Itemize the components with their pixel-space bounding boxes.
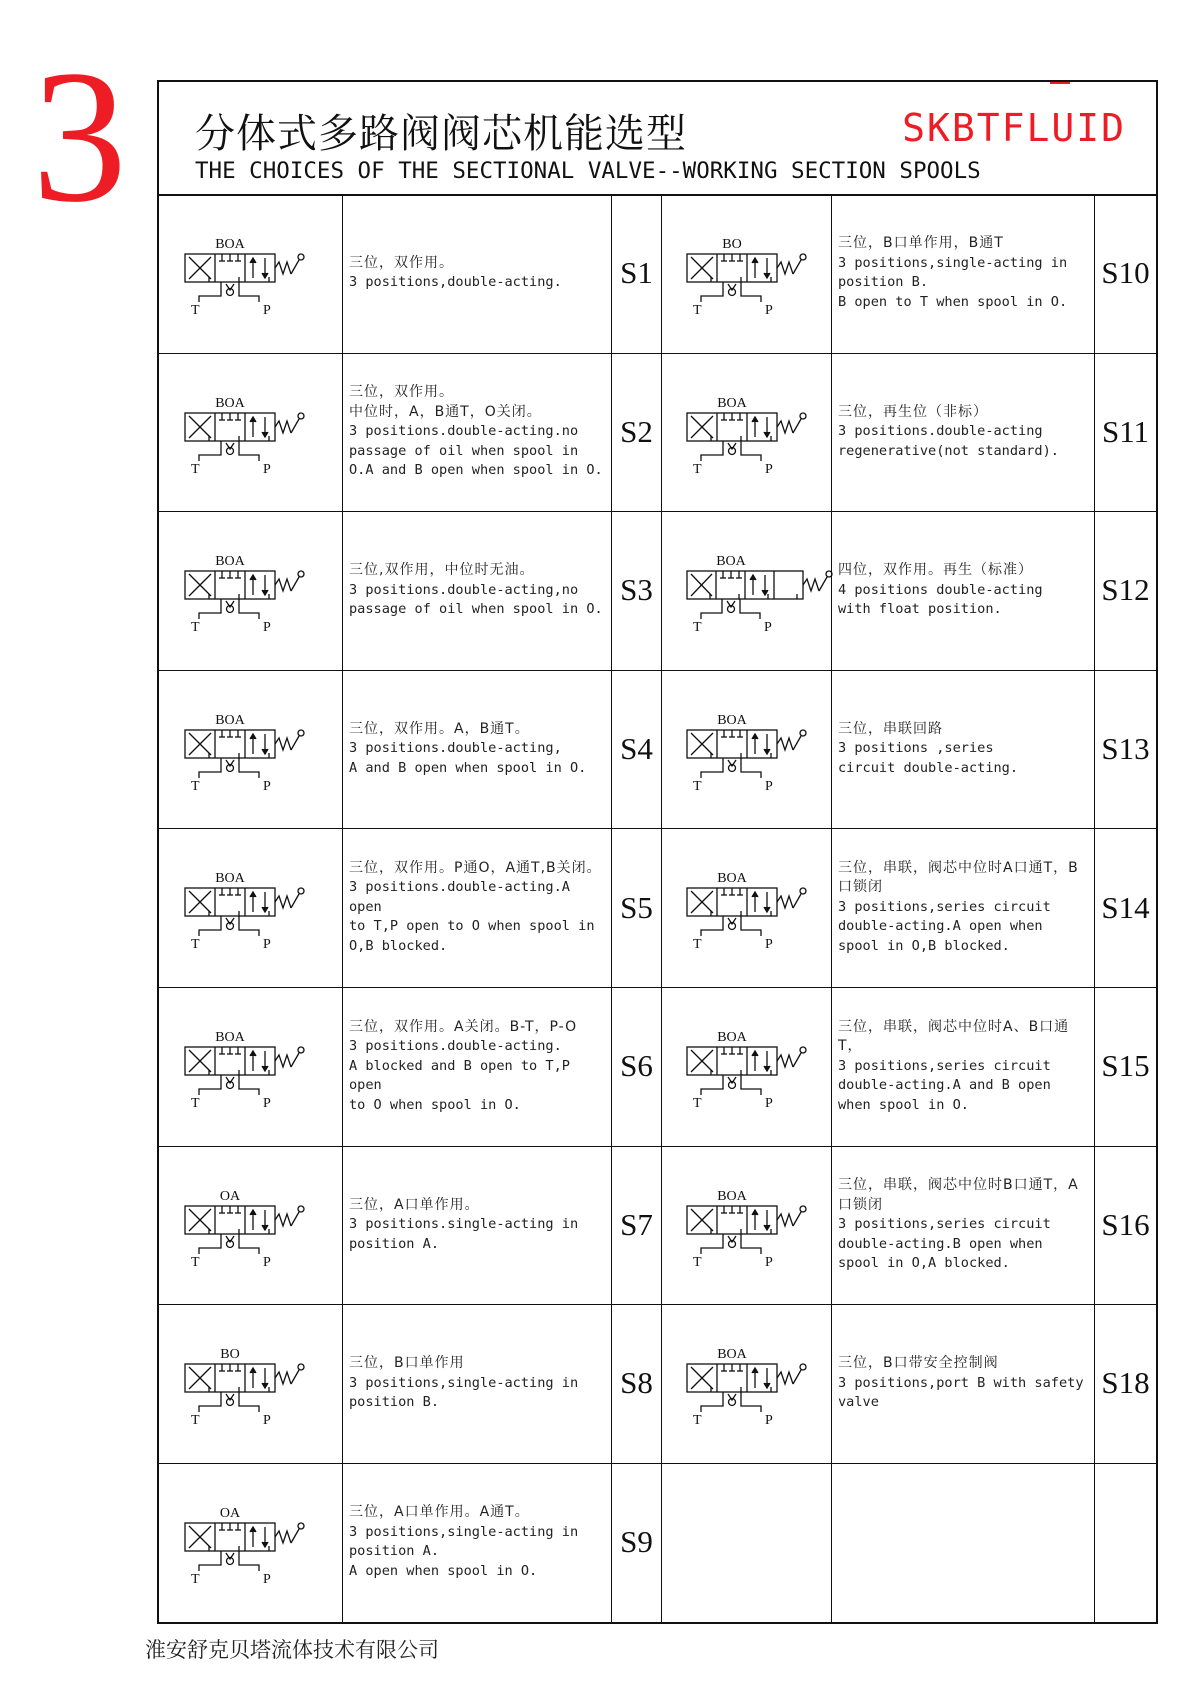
valve-symbol-icon bbox=[673, 216, 833, 326]
description-line: O.A and B open when spool in O. bbox=[349, 462, 603, 479]
port-label: BOA bbox=[215, 395, 245, 411]
description-line: 3 positions,port B with safety valve bbox=[838, 1374, 1084, 1411]
valve-symbol-icon bbox=[673, 692, 833, 802]
tank-port-label: T bbox=[693, 461, 702, 477]
description-line: circuit double-acting. bbox=[838, 759, 1019, 776]
spool-description bbox=[832, 829, 1094, 986]
description-line: 3 positions,series circuit bbox=[838, 1216, 1051, 1233]
spool-diagram bbox=[673, 1009, 833, 1123]
description-line: 三位，A口单作用。A通T。 bbox=[349, 1504, 530, 1521]
spool-code: S1 bbox=[620, 255, 653, 291]
description-line: double-acting.B open when bbox=[838, 1235, 1043, 1252]
description-line: 三位,双作用，中位时无油。 bbox=[349, 562, 535, 579]
description-line: 四位，双作用。再生（标准） bbox=[838, 562, 1033, 579]
port-label: BOA bbox=[716, 554, 746, 570]
tank-port-label: T bbox=[191, 1254, 200, 1270]
description-line: position A. bbox=[349, 1235, 440, 1252]
tank-port-label: T bbox=[191, 778, 200, 794]
description-line: 3 positions.single-acting in bbox=[349, 1216, 579, 1233]
column-divider bbox=[661, 194, 662, 1622]
port-label: BOA bbox=[215, 1030, 245, 1045]
pressure-port-label: P bbox=[765, 1413, 773, 1429]
description-line: position B. bbox=[349, 1394, 440, 1411]
company-name: 淮安舒克贝塔流体技术有限公司 bbox=[145, 1638, 439, 1662]
spool-diagram bbox=[673, 850, 833, 964]
description-line: 3 positions,single-acting in bbox=[349, 1523, 579, 1540]
description-line: 4 positions double-acting bbox=[838, 581, 1043, 598]
valve-symbol-icon bbox=[171, 1168, 331, 1278]
spool-code: S13 bbox=[1101, 731, 1150, 767]
description-line: spool in O,A blocked. bbox=[838, 1255, 1010, 1272]
description-line: 3 positions,series circuit bbox=[838, 1057, 1051, 1074]
port-label: BOA bbox=[215, 554, 245, 570]
description-line: 3 positions.double-acting. bbox=[349, 1038, 562, 1055]
spool-code: S4 bbox=[620, 731, 653, 767]
tank-port-label: T bbox=[191, 303, 200, 318]
description-line: 3 positions.double-acting,no bbox=[349, 581, 579, 598]
description-line: 三位，双作用。 bbox=[349, 384, 454, 401]
description-line: position B. bbox=[838, 274, 929, 291]
spool-code: S7 bbox=[620, 1206, 653, 1242]
tank-port-label: T bbox=[693, 1096, 702, 1111]
description-line: 3 positions.double-acting.A open bbox=[349, 879, 570, 915]
port-label: BOA bbox=[717, 871, 747, 887]
spool-description bbox=[832, 1305, 1094, 1462]
pressure-port-label: P bbox=[263, 1254, 271, 1270]
spool-diagram bbox=[171, 850, 331, 964]
tank-port-label: T bbox=[191, 1413, 200, 1429]
port-label: BO bbox=[220, 1347, 240, 1363]
spool-description bbox=[832, 671, 1094, 828]
description-line: 三位，串联，阀芯中位时A、B口通T， bbox=[838, 1018, 1070, 1055]
spool-description bbox=[832, 195, 1094, 352]
description-line: regenerative(not standard). bbox=[838, 442, 1059, 459]
spool-diagram bbox=[673, 216, 833, 330]
spool-description bbox=[832, 512, 1094, 669]
tank-port-label: T bbox=[693, 937, 702, 953]
valve-symbol-icon bbox=[171, 1485, 331, 1595]
port-label: BOA bbox=[717, 1030, 747, 1045]
valve-symbol-icon bbox=[171, 850, 331, 960]
spool-diagram bbox=[171, 692, 331, 806]
pressure-port-label: P bbox=[263, 1571, 271, 1587]
pressure-port-label: P bbox=[263, 778, 271, 794]
pressure-port-label: P bbox=[263, 461, 271, 477]
spool-description bbox=[343, 1464, 611, 1621]
brand-name: SKBTFLUID bbox=[902, 106, 1126, 150]
spool-diagram bbox=[171, 1326, 331, 1440]
spool-diagram bbox=[673, 692, 833, 806]
description-line: 三位，双作用。P通O，A通T,B关闭。 bbox=[349, 859, 602, 876]
brand-mark bbox=[1050, 82, 1070, 84]
description-line: with float position. bbox=[838, 601, 1002, 618]
description-line: to T,P open to O when spool in bbox=[349, 918, 595, 935]
description-line: 三位，再生位（非标） bbox=[838, 403, 988, 420]
valve-symbol-icon bbox=[171, 692, 331, 802]
spool-code: S9 bbox=[620, 1524, 653, 1560]
tank-port-label: T bbox=[191, 937, 200, 953]
valve-symbol-icon bbox=[171, 1326, 331, 1436]
spool-diagram bbox=[171, 1485, 331, 1599]
spool-description bbox=[832, 1147, 1094, 1304]
pressure-port-label: P bbox=[765, 1254, 773, 1270]
spool-description bbox=[832, 988, 1094, 1145]
pressure-port-label: P bbox=[263, 1413, 271, 1429]
spool-diagram bbox=[673, 1326, 833, 1440]
spool-description bbox=[343, 354, 611, 511]
spool-diagram bbox=[171, 1009, 331, 1123]
table-header bbox=[159, 82, 1156, 196]
spool-description bbox=[343, 1147, 611, 1304]
description-line: 3 positions,series circuit bbox=[838, 898, 1051, 915]
description-line: 3 positions,single-acting in bbox=[838, 254, 1068, 271]
port-label: BOA bbox=[215, 712, 245, 728]
description-line: O,B blocked. bbox=[349, 937, 448, 954]
spool-code: S14 bbox=[1101, 889, 1150, 925]
tank-port-label: T bbox=[191, 620, 200, 636]
tank-port-label: T bbox=[191, 1571, 200, 1587]
description-line: passage of oil when spool in O. bbox=[349, 601, 603, 618]
description-line: 3 positions,double-acting. bbox=[349, 274, 562, 291]
description-line: 中位时，A，B通T，O关闭。 bbox=[349, 403, 542, 420]
spool-diagram bbox=[171, 216, 331, 330]
spool-diagram bbox=[171, 375, 331, 489]
port-label: OA bbox=[219, 1505, 241, 1521]
valve-symbol-icon bbox=[673, 1009, 833, 1119]
port-label: BOA bbox=[717, 395, 747, 411]
description-line: 三位，双作用。A关闭。B-T，P-O bbox=[349, 1018, 578, 1035]
tank-port-label: T bbox=[693, 620, 702, 636]
page-title-en: THE CHOICES OF THE SECTIONAL VALVE--WORKING SECTION SPOOLS bbox=[195, 158, 981, 184]
port-label: BOA bbox=[215, 871, 245, 887]
page-number: 3 bbox=[32, 32, 127, 242]
port-label: BO bbox=[722, 237, 742, 252]
valve-symbol-icon bbox=[673, 375, 833, 485]
spool-code: S10 bbox=[1101, 255, 1150, 291]
description-line: when spool in O. bbox=[838, 1096, 969, 1113]
spool-code: S5 bbox=[620, 889, 653, 925]
description-line: double-acting.A open when bbox=[838, 918, 1043, 935]
spool-code: S2 bbox=[620, 413, 653, 449]
valve-symbol-icon bbox=[171, 533, 331, 643]
pressure-port-label: P bbox=[765, 303, 773, 318]
spool-description bbox=[343, 1305, 611, 1462]
tank-port-label: T bbox=[693, 1254, 702, 1270]
description-line: 3 positions.double-acting.no bbox=[349, 423, 579, 440]
tank-port-label: T bbox=[693, 1413, 702, 1429]
pressure-port-label: P bbox=[263, 1096, 271, 1111]
spool-description bbox=[343, 829, 611, 986]
description-line: passage of oil when spool in bbox=[349, 442, 579, 459]
spool-description bbox=[343, 671, 611, 828]
tank-port-label: T bbox=[191, 461, 200, 477]
port-label: BOA bbox=[717, 1188, 747, 1204]
description-line: 三位，串联，阀芯中位时B口通T，A口锁闭 bbox=[838, 1177, 1079, 1213]
valve-symbol-icon bbox=[171, 216, 331, 326]
pressure-port-label: P bbox=[263, 303, 271, 318]
spool-description bbox=[832, 354, 1094, 511]
description-line: 三位，B口带安全控制阀 bbox=[838, 1355, 999, 1372]
spool-code: S12 bbox=[1101, 572, 1150, 608]
tank-port-label: T bbox=[191, 1096, 200, 1111]
port-label: BOA bbox=[717, 712, 747, 728]
pressure-port-label: P bbox=[263, 620, 271, 636]
spool-code: S11 bbox=[1101, 413, 1150, 449]
spool-diagram bbox=[673, 375, 833, 489]
description-line: 3 positions.double-acting, bbox=[349, 740, 562, 757]
spool-description bbox=[343, 195, 611, 352]
port-label: BOA bbox=[215, 237, 245, 252]
valve-symbol-icon bbox=[171, 375, 331, 485]
pressure-port-label: P bbox=[764, 620, 772, 636]
spool-description bbox=[343, 512, 611, 669]
description-line: double-acting.A and B open bbox=[838, 1077, 1051, 1094]
port-label: BOA bbox=[717, 1347, 747, 1363]
spool-diagram bbox=[673, 533, 833, 647]
spool-code: S15 bbox=[1101, 1048, 1150, 1084]
description-line: B open to T when spool in O. bbox=[838, 293, 1068, 310]
pressure-port-label: P bbox=[765, 937, 773, 953]
valve-symbol-icon bbox=[673, 533, 833, 643]
description-line: 3 positions.double-acting bbox=[838, 423, 1043, 440]
port-label: OA bbox=[219, 1188, 241, 1204]
description-line: A and B open when spool in O. bbox=[349, 759, 587, 776]
spool-diagram bbox=[171, 533, 331, 647]
valve-symbol-icon bbox=[673, 1168, 833, 1278]
description-line: 三位，串联回路 bbox=[838, 720, 943, 737]
pressure-port-label: P bbox=[765, 461, 773, 477]
spool-diagram bbox=[171, 1168, 331, 1282]
description-line: position A. bbox=[349, 1543, 440, 1560]
pressure-port-label: P bbox=[765, 778, 773, 794]
description-line: 3 positions,single-acting in bbox=[349, 1374, 579, 1391]
description-line: spool in O,B blocked. bbox=[838, 937, 1010, 954]
spool-code: S3 bbox=[620, 572, 653, 608]
description-line: 3 positions ,series bbox=[838, 740, 994, 757]
spool-description bbox=[343, 988, 611, 1145]
description-line: 三位，双作用。A，B通T。 bbox=[349, 720, 530, 737]
tank-port-label: T bbox=[693, 778, 702, 794]
spool-grid bbox=[159, 194, 1156, 1622]
pressure-port-label: P bbox=[263, 937, 271, 953]
description-line: 三位，串联，阀芯中位时A口通T，B口锁闭 bbox=[838, 859, 1079, 896]
tank-port-label: T bbox=[693, 303, 702, 318]
pressure-port-label: P bbox=[765, 1096, 773, 1111]
description-line: 三位，双作用。 bbox=[349, 254, 454, 271]
valve-symbol-icon bbox=[673, 1326, 833, 1436]
page-title-cn: 分体式多路阀阀芯机能选型 bbox=[195, 111, 687, 157]
spool-code: S8 bbox=[620, 1365, 653, 1401]
description-line: A blocked and B open to T,P open bbox=[349, 1057, 570, 1094]
spool-code: S6 bbox=[620, 1048, 653, 1084]
spool-selection-table bbox=[157, 80, 1158, 1624]
description-line: 三位，B口单作用，B通T bbox=[838, 235, 1004, 252]
spool-code: S18 bbox=[1101, 1365, 1150, 1401]
valve-symbol-icon bbox=[673, 850, 833, 960]
description-line: 三位，A口单作用。 bbox=[349, 1196, 480, 1213]
description-line: 三位，B口单作用 bbox=[349, 1355, 465, 1372]
description-line: to O when spool in O. bbox=[349, 1096, 521, 1113]
valve-symbol-icon bbox=[171, 1009, 331, 1119]
spool-diagram bbox=[673, 1168, 833, 1282]
spool-code: S16 bbox=[1101, 1206, 1150, 1242]
description-line: A open when spool in O. bbox=[349, 1562, 538, 1579]
